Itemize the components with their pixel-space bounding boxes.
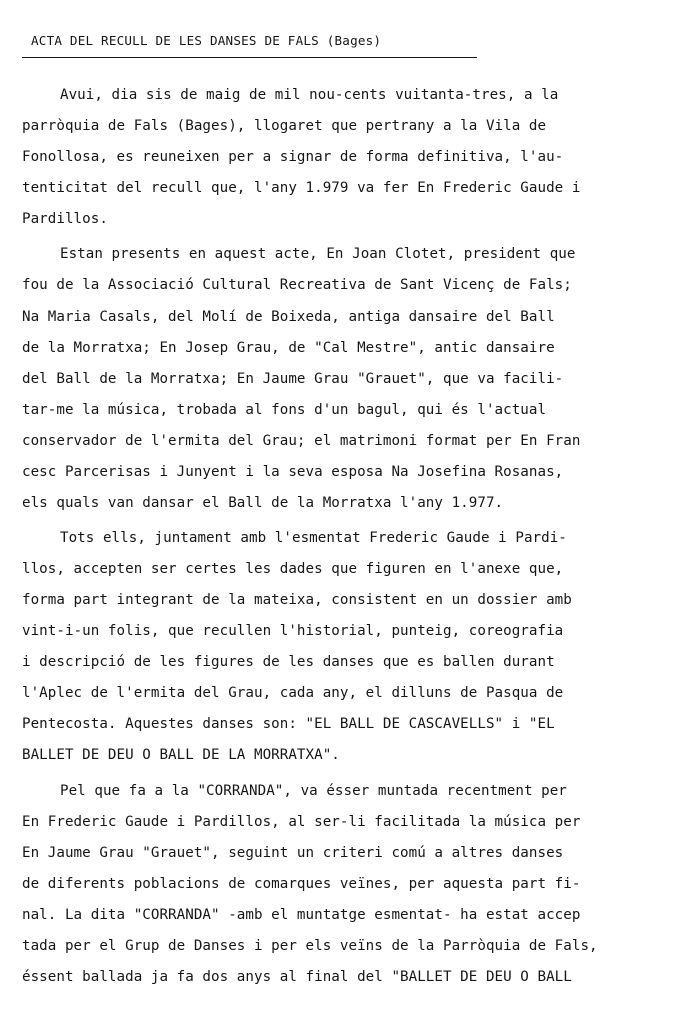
text-line: Tots ells, juntament amb l'esmentat Frederic Gaude i Pardi- [60, 530, 567, 546]
text-line: fou de la Associació Cultural Recreativa de Sant Vicenç de Fals; [22, 277, 572, 293]
text-line: els quals van dansar el Ball de la Morratxa l'any 1.977. [22, 495, 504, 511]
text-line: Avui, dia sis de maig de mil nou-cents vuitanta-tres, a la [60, 87, 559, 103]
text-line: cesc Parcerisas i Junyent i la seva esposa Na Josefina Rosanas, [22, 464, 564, 480]
text-line: Na Maria Casals, del Molí de Boixeda, antiga dansaire del Ball [22, 309, 555, 325]
text-line: parròquia de Fals (Bages), llogaret que pertrany a la Vila de [22, 118, 547, 134]
text-line: Pel que fa a la "CORRANDA", va ésser muntada recentment per [60, 783, 567, 799]
text-line: BALLET DE DEU O BALL DE LA MORRATXA". [22, 747, 340, 763]
document-title: ACTA DEL RECULL DE LES DANSES DE FALS (Bages) [31, 33, 382, 48]
text-line: Fonollosa, es reuneixen per a signar de forma definitiva, l'au- [22, 149, 564, 165]
text-line: llos, accepten ser certes les dades que figuren en l'anexe que, [22, 561, 564, 577]
text-line: tenticitat del recull que, l'any 1.979 va fer En Frederic Gaude i [22, 180, 581, 196]
text-line: de diferents poblacions de comarques veïnes, per aquesta part fi- [22, 876, 581, 892]
text-line: forma part integrant de la mateixa, consistent en un dossier amb [22, 592, 572, 608]
text-line: de la Morratxa; En Josep Grau, de "Cal Mestre", antic dansaire [22, 340, 555, 356]
text-line: l'Aplec de l'ermita del Grau, cada any, el dilluns de Pasqua de [22, 685, 564, 701]
text-line: En Frederic Gaude i Pardillos, al ser-li facilitada la música per [22, 814, 581, 830]
title-underline [22, 57, 477, 58]
text-line: vint-i-un folis, que recullen l'historial, punteig, coreografia [22, 623, 564, 639]
text-line: Pentecosta. Aquestes danses son: "EL BALL DE CASCAVELLS" i "EL [22, 716, 555, 732]
text-line: i descripció de les figures de les danses que es ballen durant [22, 654, 555, 670]
text-line: tada per el Grup de Danses i per els veïns de la Parròquia de Fals, [22, 938, 598, 954]
text-line: del Ball de la Morratxa; En Jaume Grau "Grauet", que va facili- [22, 371, 564, 387]
text-line: Pardillos. [22, 211, 108, 227]
text-line: conservador de l'ermita del Grau; el matrimoni format per En Fran [22, 433, 581, 449]
text-line: éssent ballada ja fa dos anys al final del "BALLET DE DEU O BALL [22, 969, 572, 985]
text-line: nal. La dita "CORRANDA" -amb el muntatge esmentat- ha estat accep [22, 907, 581, 923]
text-line: tar-me la música, trobada al fons d'un bagul, qui és l'actual [22, 402, 547, 418]
text-line: En Jaume Grau "Grauet", seguint un criteri comú a altres danses [22, 845, 564, 861]
text-line: Estan presents en aquest acte, En Joan Clotet, president que [60, 246, 576, 262]
